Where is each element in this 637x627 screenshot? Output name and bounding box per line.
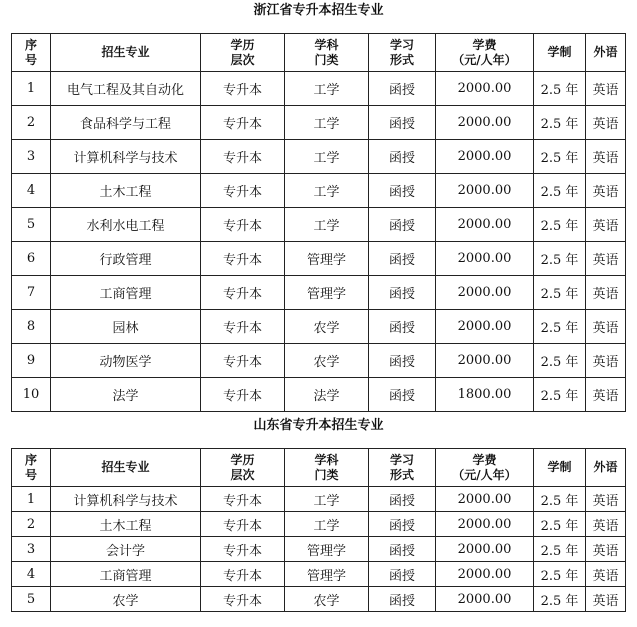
cell-level: 专升本 <box>201 344 285 378</box>
cell-discipline: 农学 <box>285 587 369 612</box>
cell-major: 土木工程 <box>51 512 201 537</box>
table-header-row <box>12 449 626 487</box>
cell-major: 行政管理 <box>51 242 201 276</box>
cell-duration: 2.5 年 <box>534 562 586 587</box>
header-duration <box>534 449 586 487</box>
cell-tuition: 2000.00 <box>436 537 534 562</box>
cell-tuition: 2000.00 <box>436 310 534 344</box>
table-row <box>12 310 626 344</box>
cell-tuition: 2000.00 <box>436 242 534 276</box>
header-line: 序 <box>24 452 37 467</box>
cell-language: 英语 <box>586 208 626 242</box>
cell-tuition: 2000.00 <box>436 587 534 612</box>
cell-level: 专升本 <box>201 537 285 562</box>
cell-seq: 5 <box>12 208 51 242</box>
cell-discipline: 工学 <box>285 174 369 208</box>
cell-language: 英语 <box>586 512 626 537</box>
cell-major: 工商管理 <box>51 562 201 587</box>
header-seq <box>12 34 51 72</box>
cell-level: 专升本 <box>201 72 285 106</box>
cell-study-mode: 函授 <box>369 242 436 276</box>
zhejiang-section-title: 浙江省专升本招生专业 <box>253 3 384 18</box>
table-row <box>12 562 626 587</box>
cell-study-mode: 函授 <box>369 562 436 587</box>
header-line: 号 <box>24 52 37 67</box>
cell-seq: 7 <box>12 276 51 310</box>
cell-duration: 2.5 年 <box>534 208 586 242</box>
header-line: 层次 <box>230 467 255 482</box>
header-line: 学费 <box>472 452 497 467</box>
shandong-section-title: 山东省专升本招生专业 <box>253 418 384 433</box>
header-tuition <box>436 34 534 72</box>
cell-seq: 2 <box>12 512 51 537</box>
table-row <box>12 242 626 276</box>
cell-discipline: 工学 <box>285 512 369 537</box>
cell-discipline: 工学 <box>285 140 369 174</box>
cell-tuition: 2000.00 <box>436 208 534 242</box>
cell-seq: 4 <box>12 174 51 208</box>
cell-language: 英语 <box>586 562 626 587</box>
cell-major: 农学 <box>51 587 201 612</box>
header-line: 学制 <box>547 460 572 474</box>
cell-tuition: 2000.00 <box>436 140 534 174</box>
header-level <box>201 34 285 72</box>
cell-discipline: 农学 <box>285 344 369 378</box>
cell-study-mode: 函授 <box>369 587 436 612</box>
cell-language: 英语 <box>586 72 626 106</box>
table-row <box>12 487 626 512</box>
cell-study-mode: 函授 <box>369 310 436 344</box>
cell-seq: 3 <box>12 537 51 562</box>
cell-major: 电气工程及其自动化 <box>51 72 201 106</box>
cell-level: 专升本 <box>201 276 285 310</box>
cell-discipline: 农学 <box>285 310 369 344</box>
cell-language: 英语 <box>586 310 626 344</box>
cell-seq: 1 <box>12 72 51 106</box>
cell-language: 英语 <box>586 106 626 140</box>
cell-duration: 2.5 年 <box>534 378 586 412</box>
table-row <box>12 174 626 208</box>
table-row <box>12 106 626 140</box>
table-row <box>12 72 626 106</box>
cell-tuition: 2000.00 <box>436 72 534 106</box>
header-major <box>51 34 201 72</box>
cell-language: 英语 <box>586 487 626 512</box>
cell-tuition: 1800.00 <box>436 378 534 412</box>
cell-duration: 2.5 年 <box>534 512 586 537</box>
table-header-row <box>12 34 626 72</box>
header-study-mode <box>369 34 436 72</box>
cell-study-mode: 函授 <box>369 208 436 242</box>
cell-discipline: 工学 <box>285 106 369 140</box>
cell-level: 专升本 <box>201 140 285 174</box>
cell-level: 专升本 <box>201 242 285 276</box>
cell-study-mode: 函授 <box>369 537 436 562</box>
cell-duration: 2.5 年 <box>534 310 586 344</box>
cell-study-mode: 函授 <box>369 174 436 208</box>
cell-duration: 2.5 年 <box>534 174 586 208</box>
table-row <box>12 512 626 537</box>
cell-major: 计算机科学与技术 <box>51 140 201 174</box>
header-discipline <box>285 449 369 487</box>
table-row <box>12 344 626 378</box>
cell-language: 英语 <box>586 276 626 310</box>
cell-seq: 5 <box>12 587 51 612</box>
header-duration <box>534 34 586 72</box>
cell-language: 英语 <box>586 344 626 378</box>
header-line: 招生专业 <box>101 460 150 474</box>
table-row <box>12 378 626 412</box>
header-line: 招生专业 <box>101 45 150 59</box>
header-language <box>586 34 626 72</box>
cell-duration: 2.5 年 <box>534 72 586 106</box>
cell-seq: 4 <box>12 562 51 587</box>
cell-study-mode: 函授 <box>369 512 436 537</box>
cell-duration: 2.5 年 <box>534 537 586 562</box>
header-seq <box>12 449 51 487</box>
cell-level: 专升本 <box>201 174 285 208</box>
cell-level: 专升本 <box>201 562 285 587</box>
header-tuition <box>436 449 534 487</box>
header-line: 学科 <box>314 37 339 52</box>
header-line: 门类 <box>314 467 339 482</box>
cell-language: 英语 <box>586 174 626 208</box>
cell-tuition: 2000.00 <box>436 344 534 378</box>
header-line: 学历 <box>230 37 255 52</box>
header-major <box>51 449 201 487</box>
cell-language: 英语 <box>586 537 626 562</box>
cell-level: 专升本 <box>201 378 285 412</box>
table-row <box>12 208 626 242</box>
header-discipline <box>285 34 369 72</box>
cell-seq: 1 <box>12 487 51 512</box>
cell-discipline: 工学 <box>285 487 369 512</box>
cell-language: 英语 <box>586 587 626 612</box>
header-line: （元/人年） <box>452 467 517 482</box>
table-row <box>12 140 626 174</box>
cell-major: 工商管理 <box>51 276 201 310</box>
cell-tuition: 2000.00 <box>436 174 534 208</box>
header-language <box>586 449 626 487</box>
cell-level: 专升本 <box>201 106 285 140</box>
cell-duration: 2.5 年 <box>534 140 586 174</box>
cell-level: 专升本 <box>201 310 285 344</box>
cell-seq: 3 <box>12 140 51 174</box>
cell-seq: 10 <box>12 378 51 412</box>
cell-study-mode: 函授 <box>369 344 436 378</box>
header-line: 学制 <box>547 45 572 59</box>
header-line: 学习 <box>389 452 414 467</box>
cell-study-mode: 函授 <box>369 106 436 140</box>
cell-language: 英语 <box>586 378 626 412</box>
cell-level: 专升本 <box>201 587 285 612</box>
cell-duration: 2.5 年 <box>534 487 586 512</box>
cell-major: 动物医学 <box>51 344 201 378</box>
cell-major: 水利水电工程 <box>51 208 201 242</box>
cell-level: 专升本 <box>201 487 285 512</box>
cell-tuition: 2000.00 <box>436 106 534 140</box>
cell-tuition: 2000.00 <box>436 512 534 537</box>
cell-study-mode: 函授 <box>369 487 436 512</box>
header-study-mode <box>369 449 436 487</box>
cell-level: 专升本 <box>201 512 285 537</box>
header-line: 号 <box>24 467 37 482</box>
cell-study-mode: 函授 <box>369 276 436 310</box>
cell-seq: 6 <box>12 242 51 276</box>
cell-duration: 2.5 年 <box>534 242 586 276</box>
cell-tuition: 2000.00 <box>436 562 534 587</box>
cell-duration: 2.5 年 <box>534 276 586 310</box>
cell-tuition: 2000.00 <box>436 487 534 512</box>
cell-major: 计算机科学与技术 <box>51 487 201 512</box>
cell-major: 食品科学与工程 <box>51 106 201 140</box>
cell-level: 专升本 <box>201 208 285 242</box>
cell-discipline: 管理学 <box>285 562 369 587</box>
header-line: 学费 <box>472 37 497 52</box>
cell-major: 园林 <box>51 310 201 344</box>
header-line: 外语 <box>593 460 618 474</box>
table-row <box>12 276 626 310</box>
zhejiang-majors-table <box>11 33 626 412</box>
header-line: 门类 <box>314 52 339 67</box>
header-line: 形式 <box>389 52 414 67</box>
cell-language: 英语 <box>586 140 626 174</box>
cell-language: 英语 <box>586 242 626 276</box>
cell-study-mode: 函授 <box>369 72 436 106</box>
cell-major: 法学 <box>51 378 201 412</box>
cell-tuition: 2000.00 <box>436 276 534 310</box>
cell-duration: 2.5 年 <box>534 344 586 378</box>
table-row <box>12 587 626 612</box>
header-line: 外语 <box>593 45 618 59</box>
cell-discipline: 管理学 <box>285 537 369 562</box>
cell-seq: 8 <box>12 310 51 344</box>
header-line: 学科 <box>314 452 339 467</box>
cell-discipline: 工学 <box>285 208 369 242</box>
cell-major: 会计学 <box>51 537 201 562</box>
header-line: 学历 <box>230 452 255 467</box>
cell-duration: 2.5 年 <box>534 587 586 612</box>
cell-discipline: 法学 <box>285 378 369 412</box>
header-line: 学习 <box>389 37 414 52</box>
header-line: （元/人年） <box>452 52 517 67</box>
shandong-majors-table <box>11 448 626 612</box>
cell-duration: 2.5 年 <box>534 106 586 140</box>
cell-study-mode: 函授 <box>369 378 436 412</box>
cell-discipline: 管理学 <box>285 276 369 310</box>
header-line: 序 <box>24 37 37 52</box>
cell-seq: 9 <box>12 344 51 378</box>
cell-seq: 2 <box>12 106 51 140</box>
cell-major: 土木工程 <box>51 174 201 208</box>
header-level <box>201 449 285 487</box>
cell-study-mode: 函授 <box>369 140 436 174</box>
table-row <box>12 537 626 562</box>
header-line: 层次 <box>230 52 255 67</box>
header-line: 形式 <box>389 467 414 482</box>
cell-discipline: 工学 <box>285 72 369 106</box>
cell-discipline: 管理学 <box>285 242 369 276</box>
